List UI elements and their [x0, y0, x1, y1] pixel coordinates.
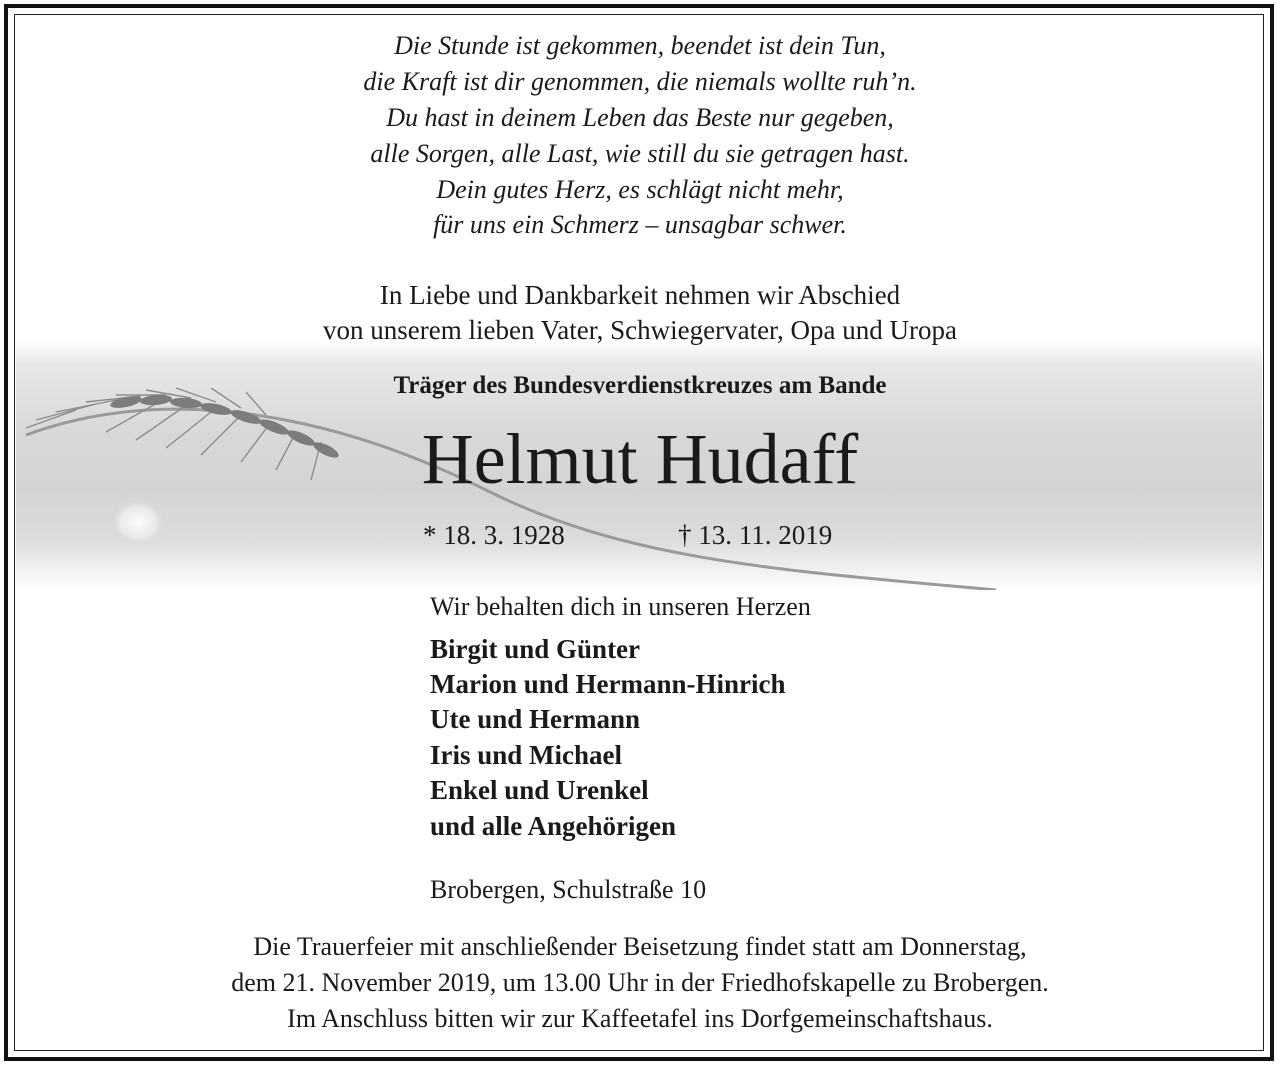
remember-line: Wir behalten dich in unseren Herzen	[430, 592, 811, 621]
death-date: † 13. 11. 2019	[678, 520, 833, 550]
service-line-2: dem 21. November 2019, um 13.00 Uhr in der Friedhofskapelle zu Brobergen.	[231, 968, 1049, 997]
poem-line-2: die Kraft ist dir genommen, die niemals wollte ruh’n.	[363, 67, 917, 96]
family-member: Marion und Hermann-Hinrich	[430, 669, 786, 699]
service-line-1: Die Trauerfeier mit anschließender Beisetzung findet statt am Donnerstag,	[253, 932, 1027, 961]
intro-line-1: In Liebe und Dankbarkeit nehmen wir Abschied	[379, 280, 901, 310]
birth-date: * 18. 3. 1928	[423, 520, 565, 550]
poem-line-4: alle Sorgen, alle Last, wie still du sie getragen hast.	[370, 139, 910, 168]
service-line-3: Im Anschluss bitten wir zur Kaffeetafel ins Dorfgemeinschaftshaus.	[287, 1004, 993, 1033]
family-member: und alle Angehörigen	[430, 811, 677, 841]
honor-title: Träger des Bundesverdienstkreuzes am Bande	[393, 372, 887, 399]
family-member: Birgit und Günter	[430, 634, 641, 664]
poem-line-1: Die Stunde ist gekommen, beendet ist dein Tun,	[394, 31, 886, 60]
poem-line-5: Dein gutes Herz, es schlägt nicht mehr,	[436, 175, 844, 204]
poem-line-3: Du hast in deinem Leben das Beste nur gegeben,	[386, 103, 894, 132]
family-member: Enkel und Urenkel	[430, 775, 649, 805]
poem-line-6: für uns ein Schmerz – unsagbar schwer.	[433, 210, 847, 239]
deceased-name: Helmut Hudaff	[421, 419, 859, 499]
family-member: Ute und Hermann	[430, 704, 641, 734]
intro-line-2: von unserem lieben Vater, Schwiegervater, Opa und Uropa	[323, 315, 957, 345]
address: Brobergen, Schulstraße 10	[430, 875, 707, 904]
family-member: Iris und Michael	[430, 740, 623, 770]
